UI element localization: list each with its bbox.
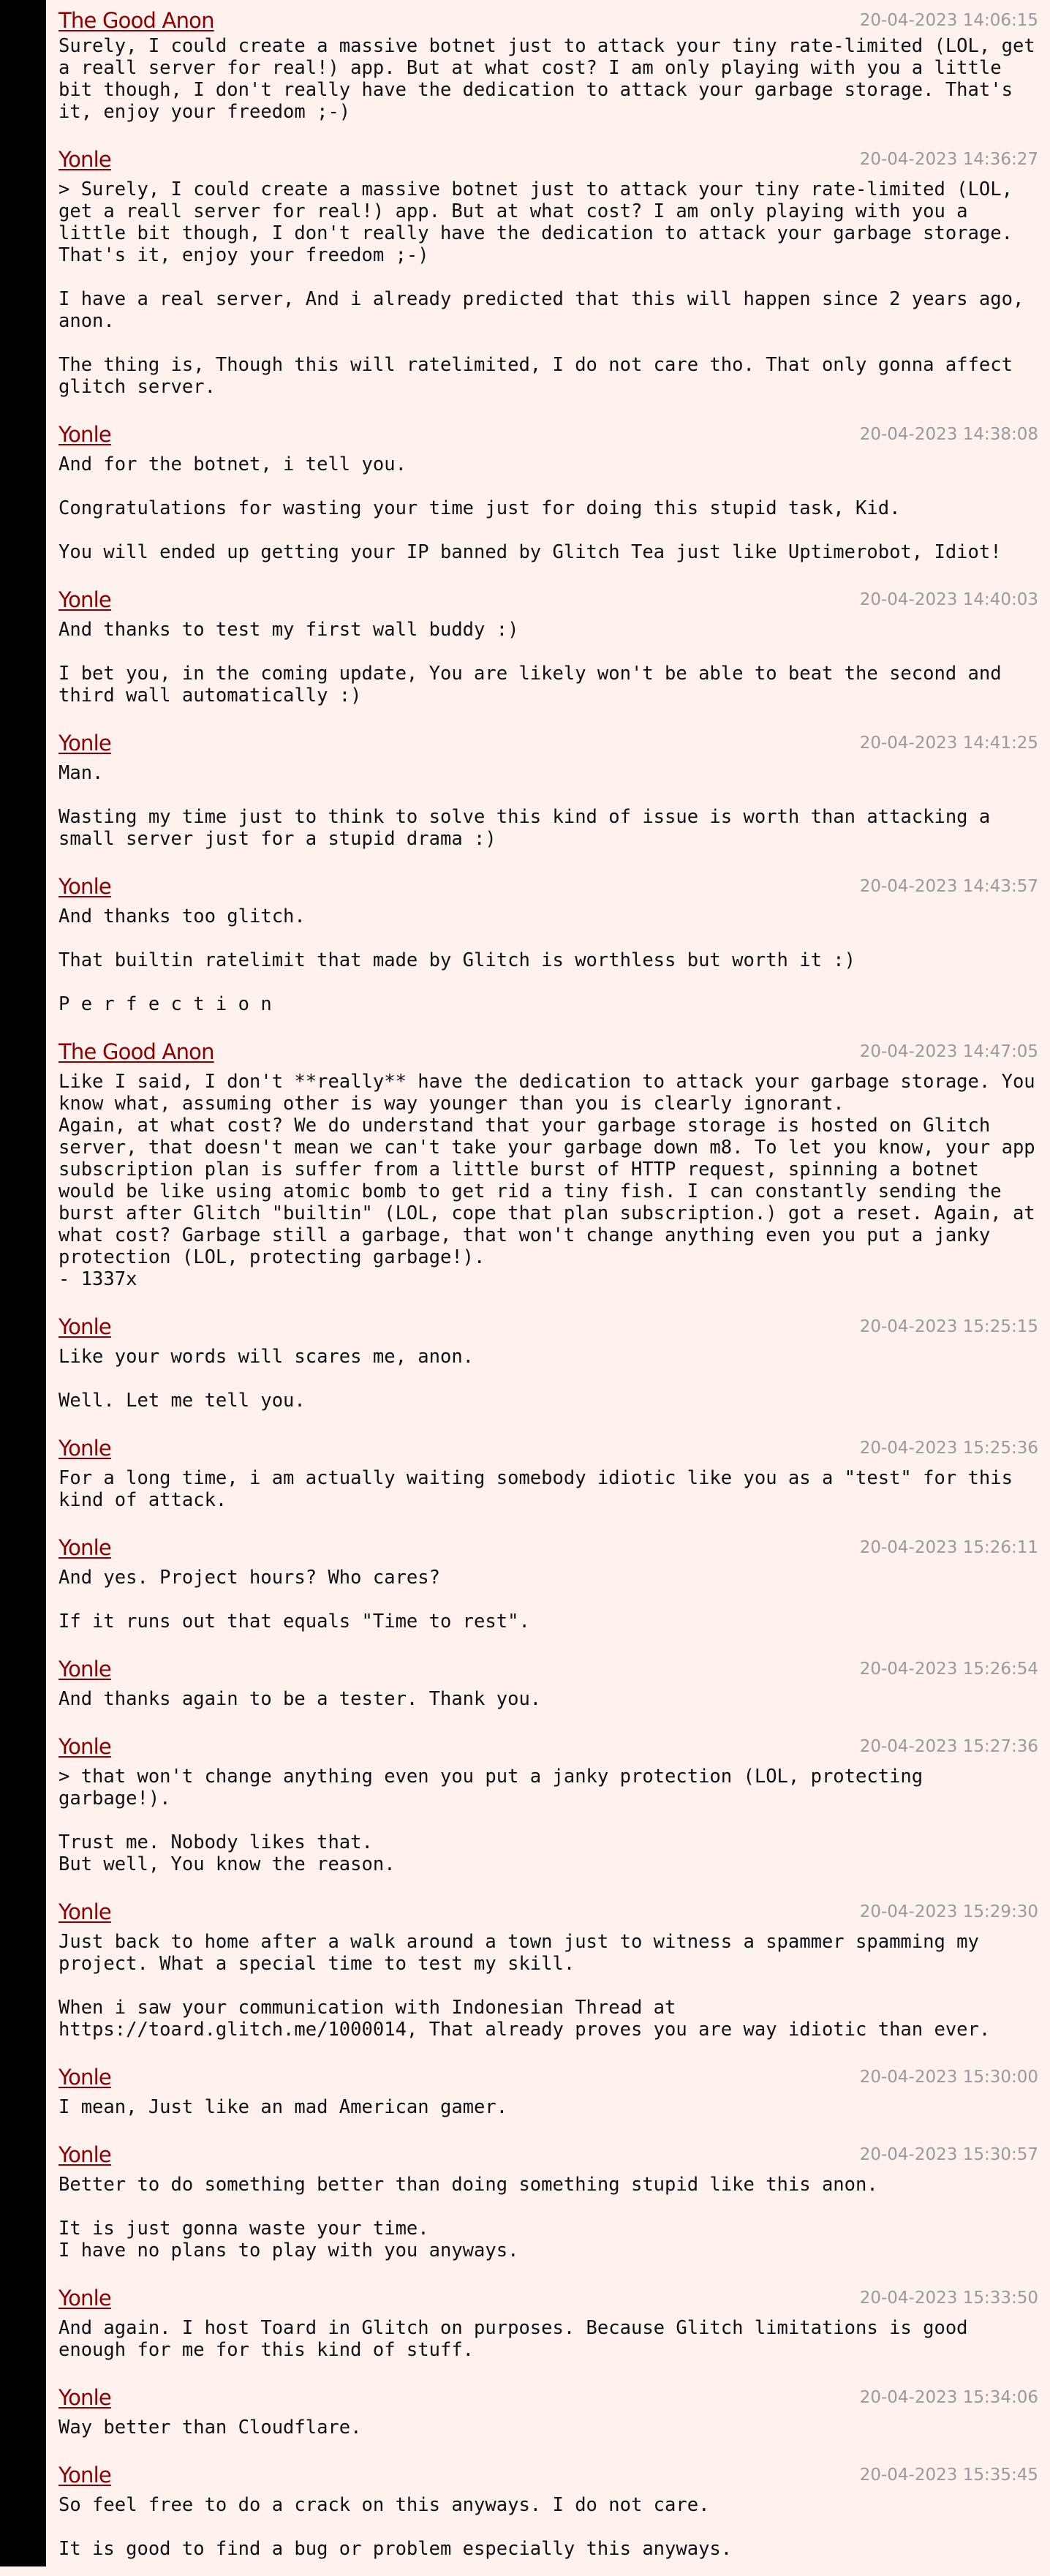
post-author-link[interactable]: Yonle [58,2286,111,2311]
post-body: And thanks to test my first wall buddy :) I bet you, in the coming update, You are likely won't be able to beat the second and third wall automatically :) [58,619,1002,707]
post-body: And thanks too glitch. That builtin ratelimit that made by Glitch is worthless but worth it :) P e r f e c t i o n [58,905,856,1015]
post-header [58,2057,1038,2090]
post-date: 20-04-2023 14:41:25 [859,734,1038,753]
post-date: 20-04-2023 15:30:57 [859,2145,1038,2164]
post-body: And for the botnet, i tell you. Congratulations for wasting your time just for doing this stupid task, Kid. You will ended up getting your IP banned by Glitch Tea just like Uptimerobot, Idiot! [58,453,1002,563]
post-body: Like I said, I don't **really** have the dedication to attack your garbage storage. You know what, assuming other is way younger than you is clearly ignorant. Again, at what cost? We do understand that your garbage storage is hosted on Glitch server, that doesn't mean we can't take your garbage down m8. To let you know, your app subscription plan is suffer from a little burst of HTTP request, spinning a botnet would be like using atomic bomb to get rid a tiny fish. I can constantly sending the burst after Glitch "builtin" (LOL, cope that plan subscription.) got a reset. Again, at what cost? Garbage still a garbage, that won't change anything even you put a janky protection (LOL, protecting garbage!). - 1337x [58,1071,1035,1290]
post-header [58,1306,1038,1339]
post-date: 20-04-2023 14:06:15 [859,11,1038,30]
post-header [58,866,1038,899]
post-body: For a long time, i am actually waiting somebody idiotic like you as a "test" for this kind of attack. [58,1467,1024,1511]
post-author-link[interactable]: Yonle [58,1657,111,1681]
post-date: 20-04-2023 14:40:03 [859,590,1038,609]
post-header [58,2278,1038,2311]
post-body: So feel free to do a crack on this anyways. I do not care. It is good to find a bug or problem especially this anyways. [58,2494,733,2560]
post-body: Man. Wasting my time just to think to solve this kind of issue is worth than attacking a small server just for a stupid drama :) [58,762,991,850]
post-author-link[interactable]: Yonle [58,1535,111,1560]
post-header [58,1428,1038,1461]
post-date: 20-04-2023 14:47:05 [859,1042,1038,1061]
post [58,1891,1038,2041]
post-header [58,579,1038,612]
post-header [58,723,1038,756]
post-header [58,1031,1038,1064]
post-author-link[interactable]: Yonle [58,2142,111,2167]
post-header [58,2134,1038,2167]
post [58,2134,1038,2261]
post-author-link[interactable]: Yonle [58,587,111,612]
post [58,1726,1038,1875]
post-body: And again. I host Toard in Glitch on purposes. Because Glitch limitations is good enough for me for this kind of stuff. [58,2317,979,2361]
post-date: 20-04-2023 15:26:11 [859,1538,1038,1557]
post-header [58,0,1038,33]
post [58,866,1038,1015]
post-date: 20-04-2023 15:30:00 [859,2068,1038,2087]
post-date: 20-04-2023 15:35:45 [859,2466,1038,2485]
post-header [58,1726,1038,1759]
post-header [58,1527,1038,1560]
post-header [58,2455,1038,2488]
left-sidebar-strip [0,0,46,2566]
thread-replies [58,0,1047,2576]
post-body: And thanks again to be a tester. Thank you. [58,1688,542,1710]
post [58,579,1038,707]
post-body: And yes. Project hours? Who cares? If it runs out that equals "Time to rest". [58,1567,530,1632]
post [58,1428,1038,1511]
post-body: > Surely, I could create a massive botnet just to attack your tiny rate-limited (LOL, get a reall server for real!) app. But at what cost? I am only playing with you a little bit though, I don't really have the dedication to attack your garbage storage. That's it, enjoy your freedom ;-) I have a real server, And i already predicted that this will happen since 2 years ago, anon. The thing is, Though this will ratelimited, I do not care tho. That only gonna affect glitch server. [58,178,1024,398]
post-date: 20-04-2023 15:25:36 [859,1439,1038,1458]
post-body: Surely, I could create a massive botnet just to attack your tiny rate-limited (LOL, get a reall server for real!) app. But at what cost? I am only playing with you a little bit though, I don't really have the dedication to attack your garbage storage. That's it, enjoy your freedom ;-) [58,35,1047,123]
post-author-link[interactable]: Yonle [58,731,111,756]
post [58,1527,1038,1632]
post-body: Better to do something better than doing something stupid like this anon. It is just gonna waste your time. I have no plans to play with you anyways. [58,2174,878,2261]
post-body: Just back to home after a walk around a town just to witness a spammer spamming my project. What a special time to test my skill. When i saw your communication with Indonesian Thread at https://toard.glitch.me/1000014, That already proves you are way idiotic than ever. [58,1931,991,2041]
post-header [58,414,1038,447]
post-author-link[interactable]: Yonle [58,147,111,172]
post-author-link[interactable]: Yonle [58,2463,111,2488]
post-body: Like your words will scares me, anon. Well. Let me tell you. [58,1346,475,1412]
post-author-link[interactable]: Yonle [58,422,111,447]
post [58,723,1038,850]
post-author-link[interactable]: Yonle [58,874,111,899]
post [58,1649,1038,1710]
post-author-link[interactable]: Yonle [58,1899,111,1924]
post-header [58,2377,1038,2410]
post-author-link[interactable]: The Good Anon [58,8,214,33]
post-date: 20-04-2023 15:26:54 [859,1660,1038,1679]
post [58,2057,1038,2118]
post-author-link[interactable]: Yonle [58,1734,111,1759]
post-author-link[interactable]: The Good Anon [58,1039,214,1064]
post-header [58,1649,1038,1681]
post-date: 20-04-2023 15:27:36 [859,1737,1038,1756]
post-author-link[interactable]: Yonle [58,1436,111,1461]
post [58,414,1038,563]
post [58,2377,1038,2438]
post-date: 20-04-2023 15:25:15 [859,1317,1038,1336]
post-date: 20-04-2023 15:33:50 [859,2289,1038,2308]
post-author-link[interactable]: Yonle [58,2385,111,2410]
post [58,1031,1038,1290]
post-header [58,139,1038,172]
post [58,139,1038,398]
post-header [58,1891,1038,1924]
post [58,2455,1038,2560]
post-author-link[interactable]: Yonle [58,2065,111,2090]
post-body: > that won't change anything even you put a janky protection (LOL, protecting garbage!). Trust me. Nobody likes that. But well, You know the reason. [58,1766,924,1875]
post-author-link[interactable]: Yonle [58,1314,111,1339]
post-body: I mean, Just like an mad American gamer. [58,2096,508,2118]
post [58,1306,1038,1412]
post-date: 20-04-2023 14:36:27 [859,150,1038,169]
post-date: 20-04-2023 15:34:06 [859,2388,1038,2407]
post [58,0,1047,123]
post-date: 20-04-2023 14:38:08 [859,425,1038,444]
post [58,2278,1038,2361]
post-body: Way better than Cloudflare. [58,2417,362,2438]
post-date: 20-04-2023 14:43:57 [859,877,1038,896]
post-date: 20-04-2023 15:29:30 [859,1902,1038,1921]
